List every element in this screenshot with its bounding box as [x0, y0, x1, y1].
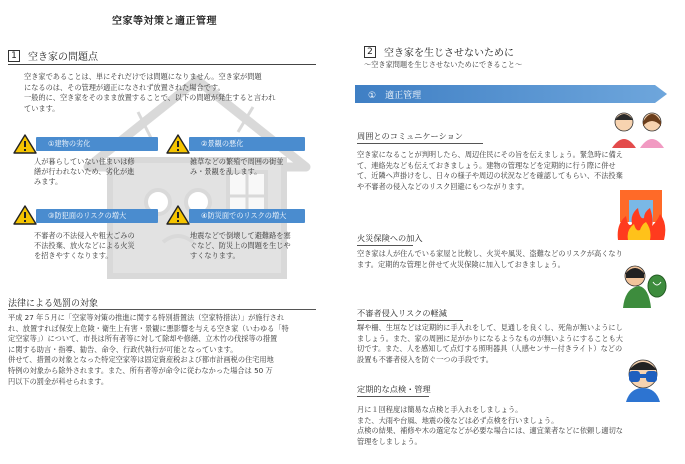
legal-heading: 法律による処罰の対象 — [8, 299, 99, 309]
problem-label-crime-risk: ③防犯面のリスクの増大 — [36, 209, 158, 223]
document-title: 空家等対策と適正管理 — [112, 16, 217, 27]
item-line: や不審者の侵入などのリスク回避にもつながります。 — [357, 181, 529, 191]
item-line: また、大雨や台風、地震の後などは必ず点検を行いましょう。 — [357, 415, 559, 425]
section2-subtitle: ～空き家問題を生じさせないためにできること～ — [364, 60, 523, 69]
item-line: ましょう。また、家の周囲に足がかりになるようなものが無いようにすることも大 — [357, 333, 623, 343]
section2-title: 空き家を生じさせないために — [384, 48, 514, 59]
problem-text-line: 人が暮らしていない住まいは修 — [34, 157, 135, 166]
legal-line: 併せて、措置の対象となった特定空家等は固定資産税および都市計画税の住宅用地 — [8, 355, 274, 365]
item-line: 点検の結果、補修や木の選定などが必要な場合には、適宜業者などに依頼し適切な — [357, 426, 623, 436]
item-heading-fire-insurance: 火災保険への加入 — [357, 233, 423, 243]
section1-intro-line: になるのは、その管理が適正になされず放置された場合です。 — [24, 82, 225, 92]
item-rule — [357, 143, 483, 144]
warning-icon — [166, 134, 190, 154]
problem-text-line: を招きやすくなります。 — [34, 251, 113, 260]
section2-number: 2 — [364, 46, 376, 58]
problem-text-line: みます。 — [34, 177, 63, 186]
item-line: 切です。また、人を感知して点灯する照明器具（人感センサー付きライト）などの — [357, 344, 623, 354]
legal-line: に関する助言・指導、勧告、命令、行政代執行が可能となっています。 — [8, 344, 238, 354]
item-line: ます。定期的な管理と併せて火災保険に加入しておきましょう。 — [357, 259, 565, 269]
legal-line: 円以下の罰金が科せられます。 — [8, 376, 109, 386]
problem-label-building-deterioration: ①建物の劣化 — [36, 137, 158, 151]
section1-intro-line: ています。 — [24, 103, 60, 113]
item-rule — [357, 320, 463, 321]
problem-text-line: ぐなど、防災上の問題を生じや — [190, 241, 291, 250]
section1-title: 空き家の問題点 — [28, 52, 98, 63]
section1-number: 1 — [8, 50, 20, 62]
burglar-icon — [617, 262, 667, 308]
item-line: 月に１回程度は簡易な点検と手入れをしましょう。 — [357, 405, 523, 414]
item-rule — [357, 245, 413, 246]
binoculars-icon — [620, 356, 666, 402]
problem-label-disaster-risk: ④防災面でのリスクの増大 — [189, 209, 305, 223]
problem-text-line: すくなります。 — [190, 251, 240, 260]
problem-label-landscape-deterioration: ②景観の悪化 — [189, 137, 305, 151]
legal-line: 特例の対象から除外されます。また、所有者等が命令に従わなかった場合は 50 万 — [8, 365, 273, 375]
problem-text-line: 不法投棄、放火などによる火災 — [34, 241, 135, 250]
item-heading-communication: 周囲とのコミュニケーション — [357, 131, 463, 141]
item-line: 空き家は人が住んでいる家屋と比較し、火災や風災、盗難などのリスクが高くなり — [357, 249, 623, 258]
item-heading-regular-inspection: 定期的な点検・管理 — [357, 384, 431, 394]
legal-rule — [8, 309, 316, 310]
item-rule — [357, 396, 429, 397]
problem-text-line: 繕が行われないため、劣化が進 — [34, 167, 135, 176]
item-line: て、連絡先なども伝えておきましょう。建物の管理などを定期的に行う際に併せ — [357, 160, 616, 170]
legal-line: れ、放置すれば保安上危険・衛生上有害・景観に悪影響を与える空き家（いわゆる「特 — [8, 323, 289, 333]
item-line: 塀や柵、生垣などは定期的に手入れをして、見通しを良くし、死角が無いようにし — [357, 323, 623, 332]
neighbors-chatting-icon — [608, 108, 668, 148]
item-line: 管理をしましょう。 — [357, 436, 422, 446]
item-line: 設置も不審者侵入を防ぐ一つの手段です。 — [357, 354, 493, 364]
section1-rule — [8, 64, 316, 65]
item-line: 空き家になることが判明したら、周辺住民にその旨を伝えましょう。緊急時に備え — [357, 150, 623, 159]
section2-heading — [364, 44, 514, 59]
problem-text-line: み・景観を乱します。 — [190, 167, 262, 176]
legal-line: 定空家等」）について、市長は所有者等に対して除却や修繕、立木竹の伐採等の措置 — [8, 334, 278, 344]
fire-icon — [614, 186, 668, 240]
item-heading-intrusion-risk: 不審者侵入リスクの軽減 — [357, 308, 447, 318]
section1-intro-line: 空き家であることは、単にそれだけでは問題になりません。空き家が問題 — [24, 72, 262, 81]
problem-text-line: 不審者の不法侵入や粗大ごみの — [34, 231, 135, 240]
banner-label: ① 適正管理 — [368, 91, 422, 101]
section1-heading — [8, 48, 98, 63]
warning-icon — [13, 134, 37, 154]
item-line: て、近隣へ声掛けをし、日々の様子や周辺の状況などを確認してもらい、不法投棄 — [357, 171, 623, 181]
problem-text-line: 雑草などの繁殖で周囲の街並 — [190, 157, 284, 166]
legal-line: 平成 27 年５月に「空家等対策の推進に関する特別措置法（空家特措法）」が施行され — [8, 313, 285, 322]
section1-intro-line: 一般的に、空き家をそのまま放置することで、以下の問題が発生すると言われ — [24, 93, 276, 103]
problem-text-line: 地震などで倒壊して避難路を塞 — [190, 231, 291, 240]
warning-icon — [166, 205, 190, 225]
warning-icon — [13, 205, 37, 225]
